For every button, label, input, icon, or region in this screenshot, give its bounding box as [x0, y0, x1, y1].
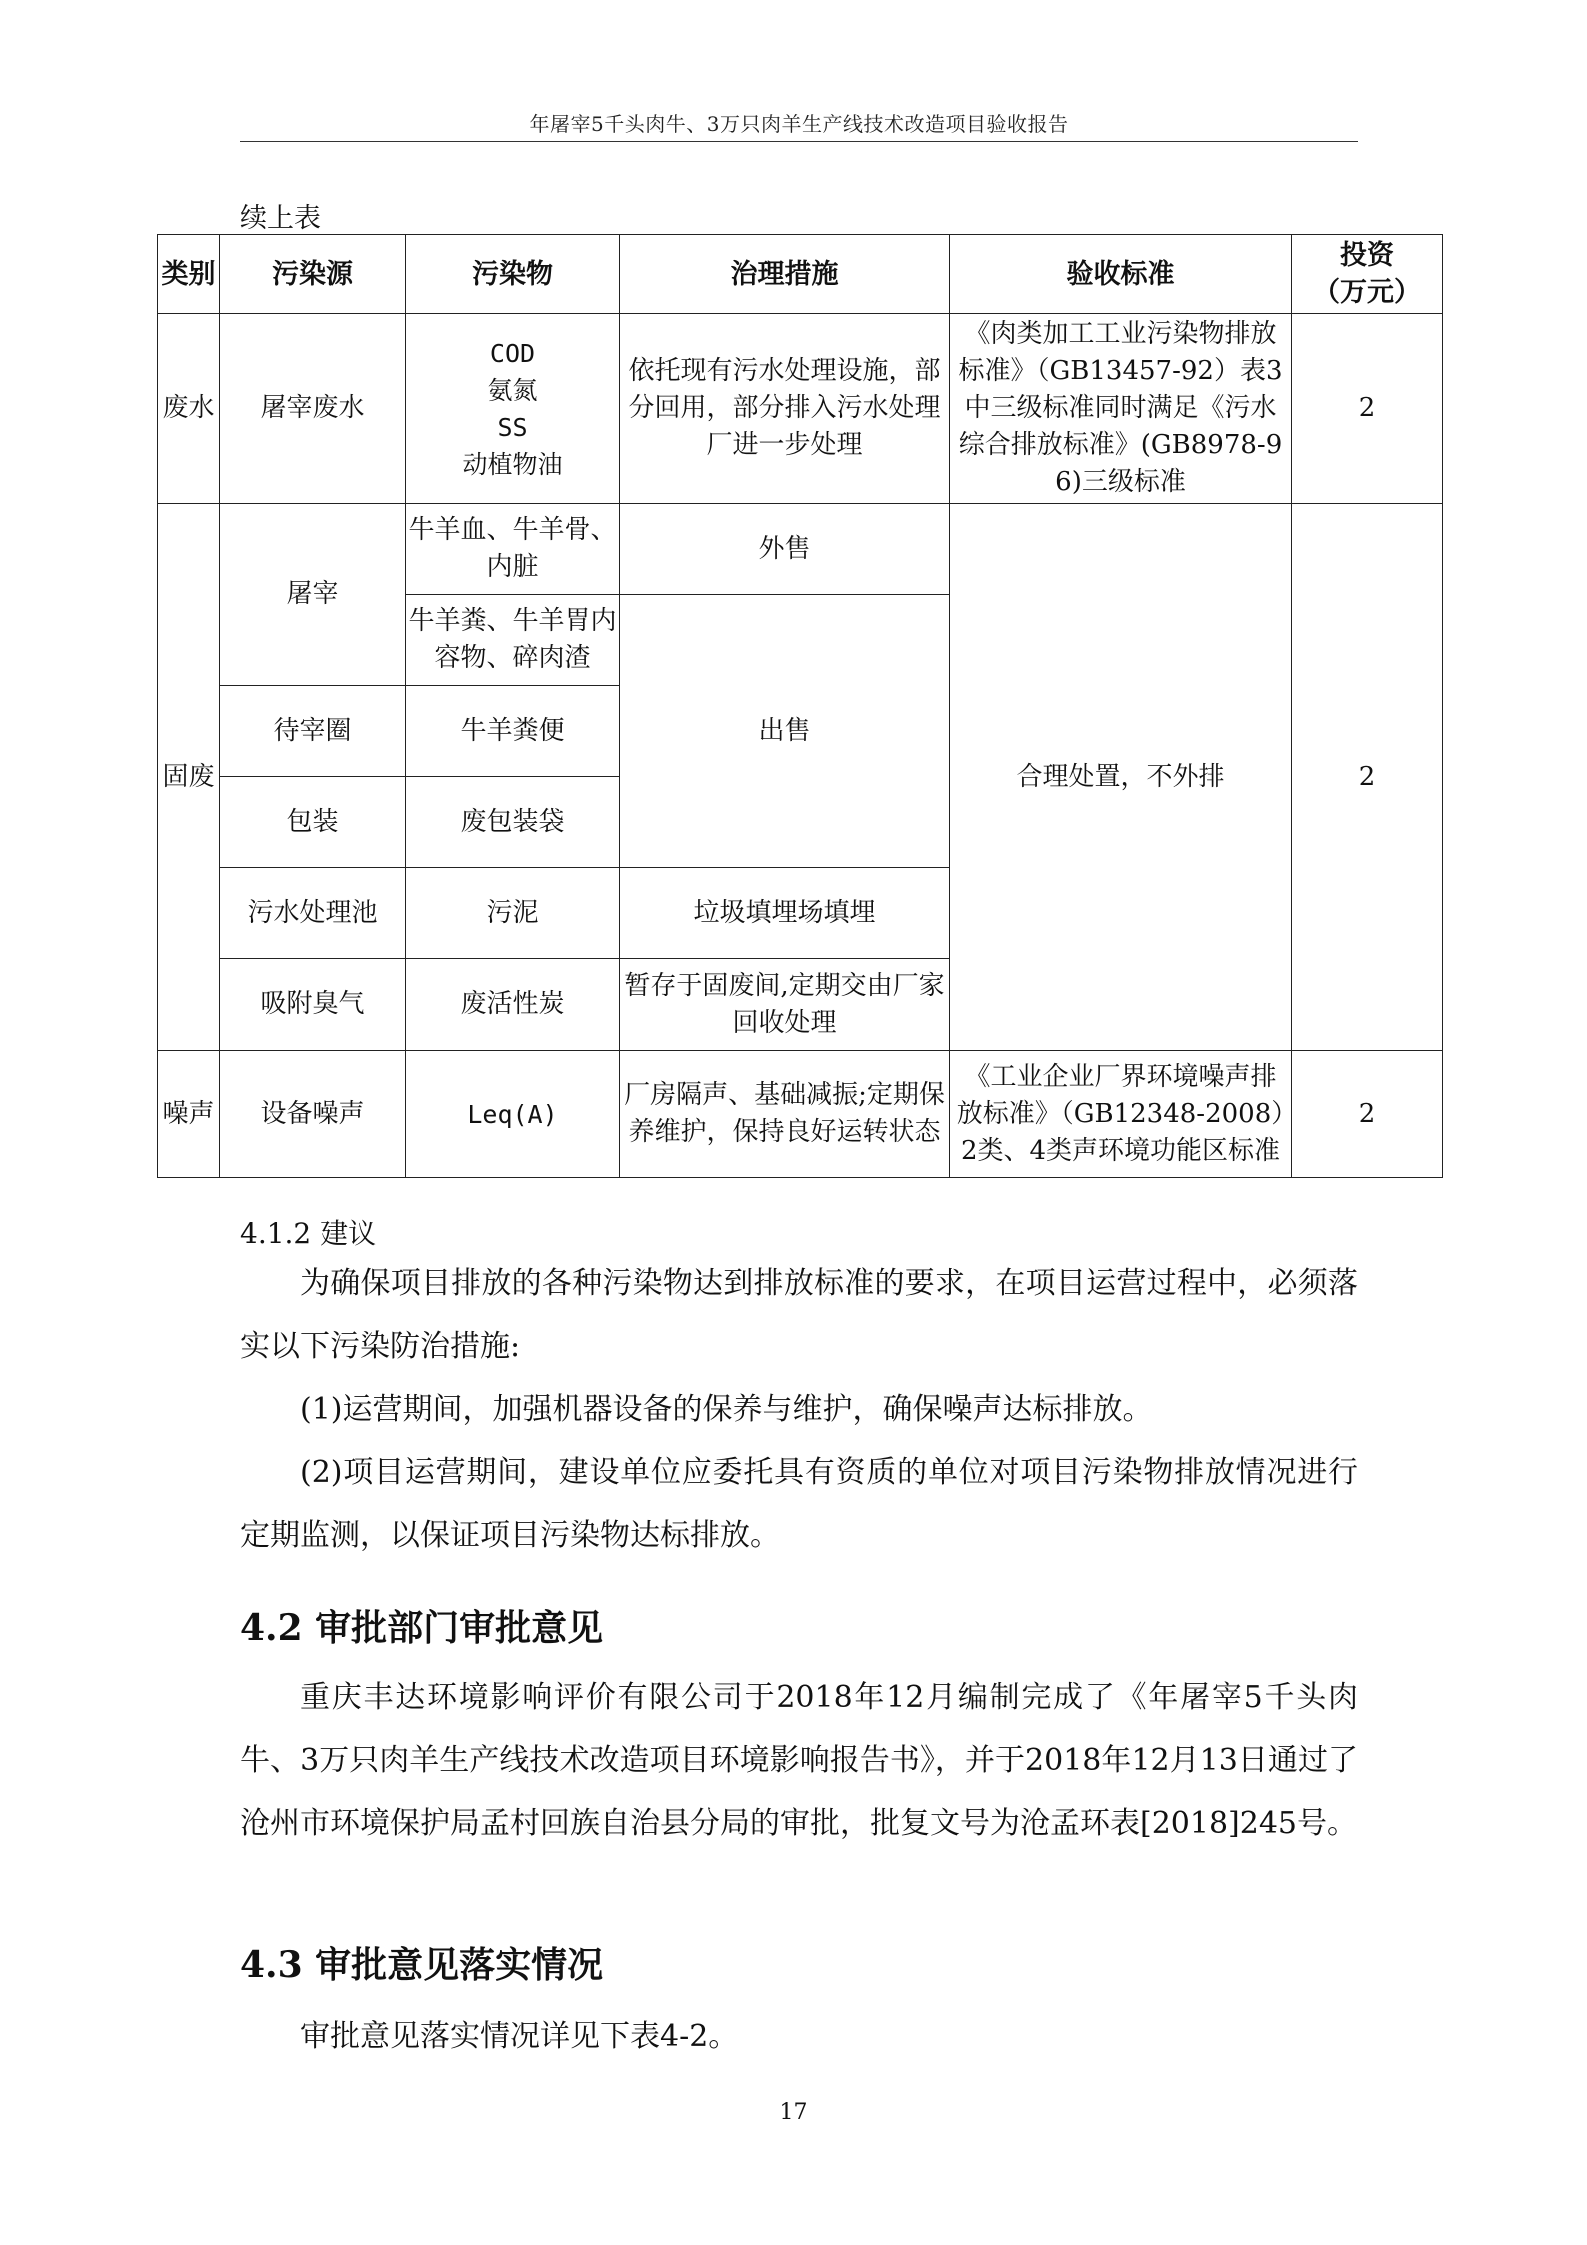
table-row-solid-1	[158, 504, 1443, 595]
paragraph-recommendation-intro: 为确保项目排放的各种污染物达到排放标准的要求，在项目运营过程中，必须落实以下污染防治措施:	[240, 1266, 1358, 1364]
cell-investment-wastewater: 2	[1292, 314, 1443, 504]
col-header-category: 类别	[158, 235, 220, 314]
paragraph-recommendation-2: (2)项目运营期间，建设单位应委托具有资质的单位对项目污染物排放情况进行定期监测，以保证项目污染物达标排放。	[240, 1455, 1358, 1553]
table-continued-label: 续上表	[240, 203, 321, 234]
cell-measure-noise: 厂房隔声、基础减振;定期保养维护，保持良好运转状态	[620, 1051, 950, 1178]
cell-category-wastewater: 废水	[158, 314, 220, 504]
paragraph-implementation: 审批意见落实情况详见下表4-2。	[300, 2019, 739, 2054]
paragraph-recommendation-1: (1)运营期间，加强机器设备的保养与维护，确保噪声达标排放。	[300, 1392, 1153, 1427]
running-header: 年屠宰5千头肉牛、3万只肉羊生产线技术改造项目验收报告	[529, 112, 1069, 136]
cell-source-pack: 包装	[220, 777, 406, 868]
col-header-source: 污染源	[220, 235, 406, 314]
subsection-heading-4-1-2: 4.1.2 建议	[240, 1217, 377, 1250]
cell-pollutant-pack: 废包装袋	[406, 777, 620, 868]
col-header-investment: 投资 （万元）	[1292, 235, 1443, 314]
table-row-noise	[158, 1051, 1443, 1178]
cell-investment-noise: 2	[1292, 1051, 1443, 1178]
col-header-pollutant: 污染物	[406, 235, 620, 314]
section-heading-4-3: 4.3 审批意见落实情况	[240, 1944, 604, 1986]
cell-source-slaughter: 屠宰	[220, 504, 406, 686]
table-row-wastewater	[158, 314, 1443, 504]
pollution-measures-table	[157, 234, 1443, 1178]
header-rule	[240, 141, 1358, 142]
cell-measure-landfill: 垃圾填埋场填埋	[620, 868, 950, 959]
cell-measure-sell-out: 外售	[620, 504, 950, 595]
cell-measure-wastewater: 依托现有污水处理设施，部分回用，部分排入污水处理厂进一步处理	[620, 314, 950, 504]
page-number: 17	[779, 2100, 808, 2125]
cell-pollutant-odor: 废活性炭	[406, 959, 620, 1051]
cell-category-solid: 固废	[158, 504, 220, 1051]
paragraph-approval: 重庆丰达环境影响评价有限公司于2018年12月编制完成了《年屠宰5千头肉牛、3万只肉羊生产线技术改造项目环境影响报告书》，并于2018年12月13日通过了沧州市环境保护局孟村回族自治县分局的审批，批复文号为沧孟环表[2018]245号。	[240, 1680, 1358, 1841]
cell-source-wastewater: 屠宰废水	[220, 314, 406, 504]
cell-pollutant-pool: 污泥	[406, 868, 620, 959]
table-header-row	[158, 235, 1443, 314]
section-heading-4-2: 4.2 审批部门审批意见	[240, 1607, 604, 1649]
cell-pollutant-noise: Leq(A)	[406, 1051, 620, 1178]
cell-pollutant-wastewater: COD 氨氮 SS 动植物油	[406, 314, 620, 504]
cell-source-pen: 待宰圈	[220, 686, 406, 777]
cell-standard-noise: 《工业企业厂界环境噪声排放标准》（GB12348-2008）2类、4类声环境功能区标准	[950, 1051, 1292, 1178]
cell-measure-odor: 暂存于固废间,定期交由厂家回收处理	[620, 959, 950, 1051]
cell-pollutant-dung: 牛羊粪、牛羊胃内容物、碎肉渣	[406, 595, 620, 686]
col-header-measure: 治理措施	[620, 235, 950, 314]
cell-investment-solid: 2	[1292, 504, 1443, 1051]
col-header-standard: 验收标准	[950, 235, 1292, 314]
cell-category-noise: 噪声	[158, 1051, 220, 1178]
cell-source-pool: 污水处理池	[220, 868, 406, 959]
cell-pollutant-blood: 牛羊血、牛羊骨、内脏	[406, 504, 620, 595]
cell-measure-sell: 出售	[620, 595, 950, 868]
cell-standard-wastewater: 《肉类加工工业污染物排放标准》（GB13457-92）表3中三级标准同时满足《污水综合排放标准》(GB8978-96)三级标准	[950, 314, 1292, 504]
cell-source-noise: 设备噪声	[220, 1051, 406, 1178]
cell-standard-solid: 合理处置，不外排	[950, 504, 1292, 1051]
cell-pollutant-pen: 牛羊粪便	[406, 686, 620, 777]
cell-source-odor: 吸附臭气	[220, 959, 406, 1051]
